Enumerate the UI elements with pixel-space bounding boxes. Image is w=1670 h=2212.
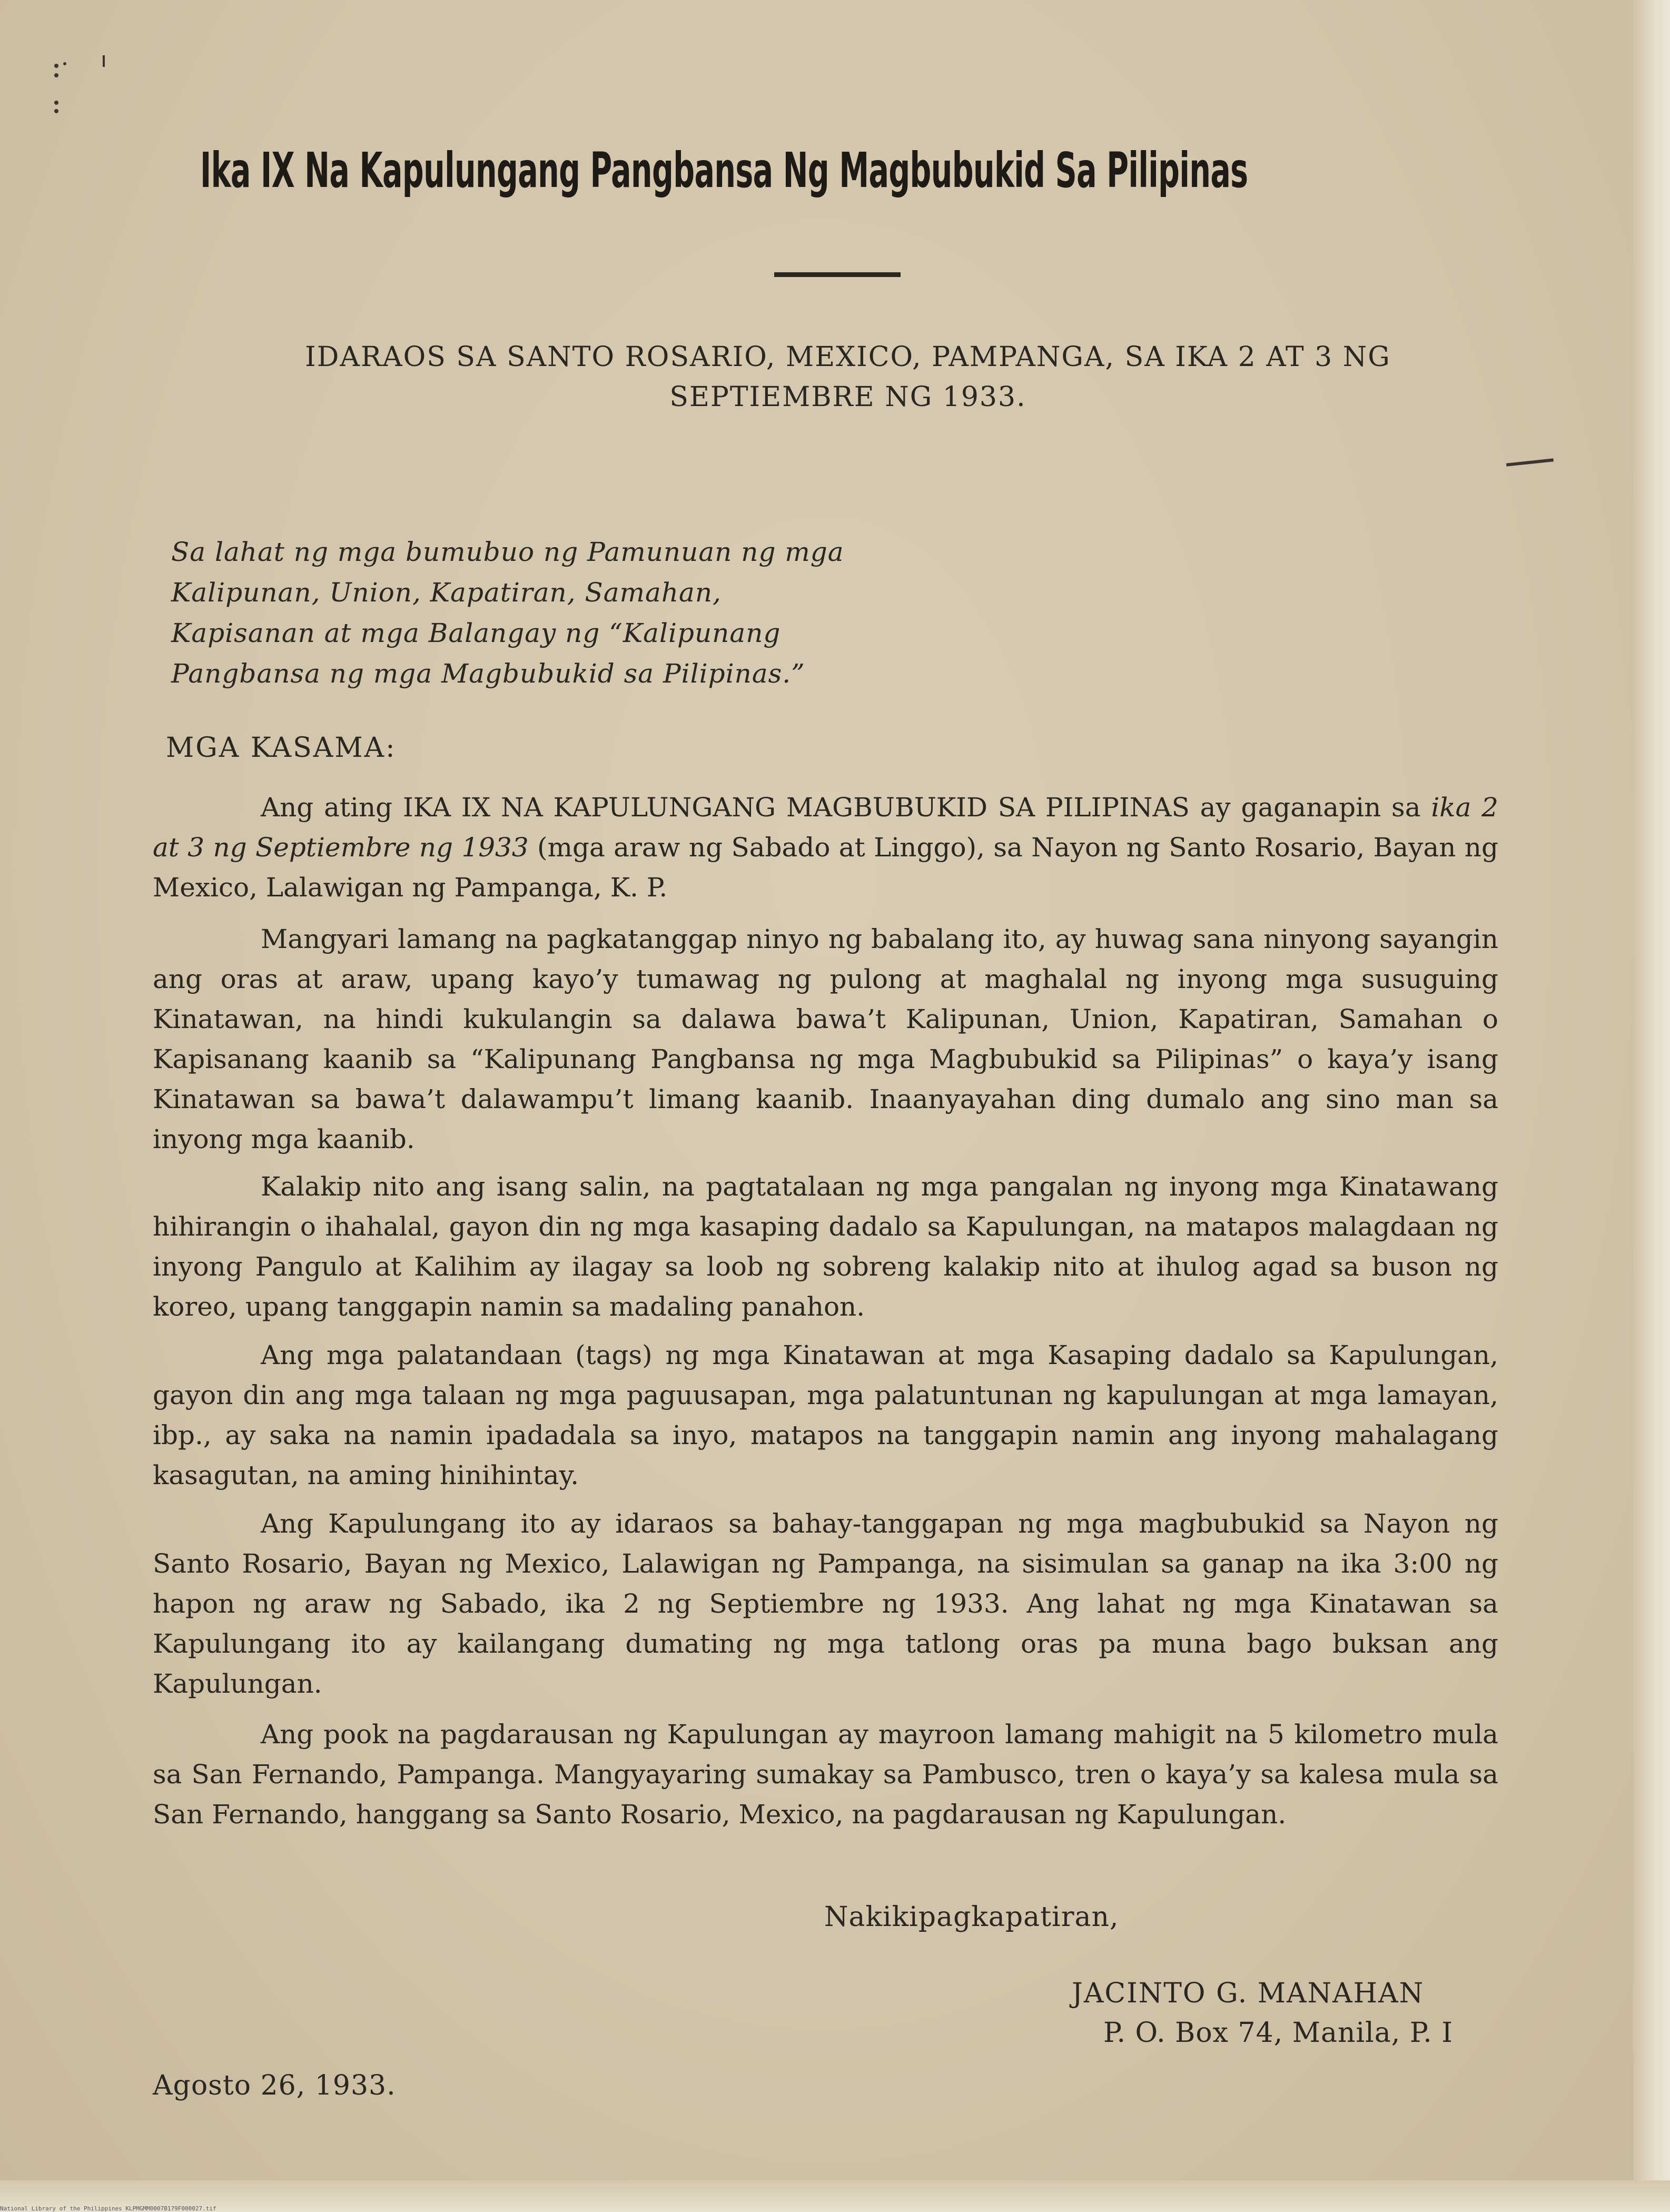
margin-marks (50, 45, 113, 150)
paragraph-4: Ang mga palatandaan (tags) ng mga Kinatawan at mga Kasaping dadalo sa Kapulungan, gayon din ang mga talaan ng mga paguusapan, mga palatuntunan ng kapulungan at mga lamayan, ibp., ay saka na namin ipadadala sa inyo, matapos na tanggapin namin ang inyong mahalagang kasagutan, na aming hinihintay. (153, 1340, 1498, 1490)
document-title: Ika IX Na Kapulungang Pangbansa Ng Magbubukid Sa Pilipinas (200, 142, 1248, 199)
paragraph-6: Ang pook na pagdarausan ng Kapulungan ay mayroon lamang mahigit na 5 kilometro mula sa San Fernando, Pampanga. Mangyayaring sumakay sa Pambusco, tren o kaya’y sa kalesa mula sa San Fernando, hanggang sa Santo Rosario, Mexico, na pagdarausan ng Kapulungan. (153, 1719, 1498, 1830)
subtitle-line-1: IDARAOS SA SANTO ROSARIO, MEXICO, PAMPANGA, SA IKA 2 AT 3 NG (305, 341, 1391, 373)
paragraph-3: Kalakip nito ang isang salin, na pagtatalaan ng mga pangalan ng inyong mga Kinatawang hihirangin o ihahalal, gayon din ng mga kasaping dadalo sa Kapulungan, na matapos malagdaan ng inyong Pangulo at Kalihim ay ilagay sa loob ng sobreng kalakip nito at ihulog agad sa buson ng koreo, upang tanggapin namin sa madaling panahon. (153, 1171, 1498, 1322)
paragraph-1-start: Ang ating IKA IX NA KAPULUNGANG MAGBUBUKID SA PILIPINAS ay gaganapin sa (261, 792, 1431, 823)
paragraph-1-date: ika 2 at 3 ng Septiembre ng 1933 (153, 792, 1498, 863)
closing-line: Nakikipagkapatiran, (824, 1901, 1119, 1933)
salutation: MGA KASAMA: (166, 732, 397, 764)
title-rule (774, 272, 901, 277)
paragraph-5: Ang Kapulungang ito ay idaraos sa bahay-tanggapan ng mga magbubukid sa Nayon ng Santo Rosario, Bayan ng Mexico, Lalawigan ng Pampanga, na sisimulan sa ganap na ika 3:00 ng hapon ng araw ng Sabado, ika 2 ng Septiembre ng 1933. Ang lahat ng mga Kinatawan sa Kapulungang ito ay kailangang dumating ng mga tatlong oras pa muna bago buksan ang Kapulungan. (153, 1508, 1498, 1699)
signer-name: JACINTO G. MANAHAN (1072, 1978, 1425, 2009)
paper-edge-right (1633, 0, 1670, 2212)
paragraph-2: Mangyari lamang na pagkatanggap ninyo ng babalang ito, ay huwag sana ninyong sayangin ang oras at araw, upang kayo’y tumawag ng pulong at maghalal ng inyong mga susuguing Kinatawan, na hindi kukulangin sa dalawa bawa’t Kalipunan, Union, Kapatiran, Samahan o Kapisanang kaanib sa “Kalipunang Pangbansa ng mga Magbubukid sa Pilipinas” o kaya’y isang Kinatawan sa bawa’t dalawampu’t limang kaanib. Inaanyayahan ding dumalo ang sino man sa inyong mga kaanib. (153, 924, 1498, 1154)
letter-date: Agosto 26, 1933. (153, 2070, 396, 2101)
paper-edge-bottom (0, 2180, 1670, 2212)
subtitle-line-2: SEPTIEMBRE NG 1933. (669, 381, 1026, 413)
event-location-subtitle (158, 337, 1538, 417)
paragraph-1 (153, 787, 1498, 907)
archive-footer: National Library of the Philippines KLPMGMM0007B179F000027.tif (0, 2205, 216, 2212)
signer-address: P. O. Box 74, Manila, P. I (1103, 2017, 1453, 2049)
paragraph-1-end: (mga araw ng Sabado at Linggo), sa Nayon ng Santo Rosario, Bayan ng Mexico, Lalawigan ng Pampanga, K. P. (153, 832, 1498, 903)
addressee-block: Sa lahat ng mga bumubuo ng Pamunuan ng mga Kalipunan, Union, Kapatiran, Samahan, Kapisanan at mga Balangay ng “Kalipunang Pangbansa ng mga Magbubukid sa Pilipinas.” (171, 537, 844, 689)
